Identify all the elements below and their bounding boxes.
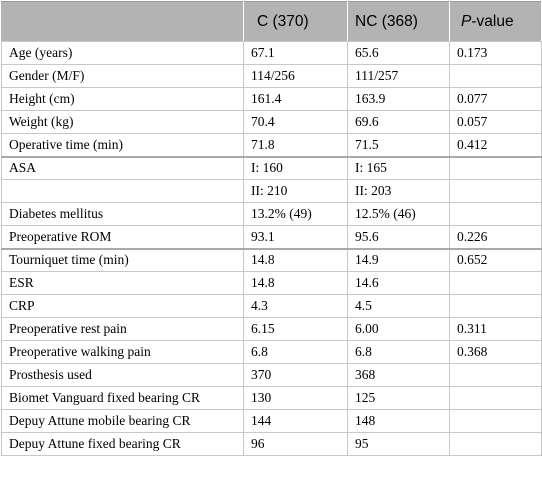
row-p-value xyxy=(450,65,542,88)
row-c-value: II: 210 xyxy=(244,180,348,203)
row-c-value: 6.15 xyxy=(244,318,348,341)
row-p-value xyxy=(450,295,542,318)
row-label: Age (years) xyxy=(2,42,244,65)
row-label: Depuy Attune mobile bearing CR xyxy=(2,410,244,433)
row-label: Height (cm) xyxy=(2,88,244,111)
row-label: Tourniquet time (min) xyxy=(2,249,244,272)
table-row xyxy=(2,272,542,295)
row-nc-value: I: 165 xyxy=(348,157,450,180)
row-label: CRP xyxy=(2,295,244,318)
row-label xyxy=(2,180,244,203)
row-label: Preoperative rest pain xyxy=(2,318,244,341)
row-c-value: 14.8 xyxy=(244,249,348,272)
row-label: Diabetes mellitus xyxy=(2,203,244,226)
table-row xyxy=(2,226,542,249)
row-nc-value: 6.8 xyxy=(348,341,450,364)
row-c-value: 114/256 xyxy=(244,65,348,88)
table-row xyxy=(2,180,542,203)
table-header-row xyxy=(2,2,542,42)
row-nc-value: 163.9 xyxy=(348,88,450,111)
table-row xyxy=(2,410,542,433)
row-c-value: 13.2% (49) xyxy=(244,203,348,226)
row-c-value: 161.4 xyxy=(244,88,348,111)
row-p-value xyxy=(450,203,542,226)
table-row xyxy=(2,111,542,134)
table-row xyxy=(2,42,542,65)
table-row xyxy=(2,433,542,456)
table-row xyxy=(2,134,542,157)
row-c-value: 6.8 xyxy=(244,341,348,364)
row-p-value xyxy=(450,433,542,456)
table-row xyxy=(2,318,542,341)
header-label-cell xyxy=(2,2,244,42)
header-p-suffix: -value xyxy=(471,12,514,30)
row-nc-value: 14.9 xyxy=(348,249,450,272)
row-p-value xyxy=(450,272,542,295)
row-nc-value: 14.6 xyxy=(348,272,450,295)
table-row xyxy=(2,203,542,226)
header-p-italic: P xyxy=(461,12,472,30)
row-p-value: 0.412 xyxy=(450,134,542,157)
row-c-value: 67.1 xyxy=(244,42,348,65)
table-row xyxy=(2,295,542,318)
table-row xyxy=(2,341,542,364)
row-label: Depuy Attune fixed bearing CR xyxy=(2,433,244,456)
row-nc-value: 95 xyxy=(348,433,450,456)
row-p-value: 0.226 xyxy=(450,226,542,249)
row-nc-value: 71.5 xyxy=(348,134,450,157)
row-c-value: 144 xyxy=(244,410,348,433)
row-label: Prosthesis used xyxy=(2,364,244,387)
baseline-characteristics-table xyxy=(1,1,542,456)
row-p-value: 0.077 xyxy=(450,88,542,111)
row-label: ASA xyxy=(2,157,244,180)
row-c-value: 130 xyxy=(244,387,348,410)
row-c-value: 96 xyxy=(244,433,348,456)
row-c-value: 370 xyxy=(244,364,348,387)
row-nc-value: 69.6 xyxy=(348,111,450,134)
row-p-value: 0.652 xyxy=(450,249,542,272)
row-nc-value: 4.5 xyxy=(348,295,450,318)
row-c-value: 14.8 xyxy=(244,272,348,295)
row-label: Preoperative walking pain xyxy=(2,341,244,364)
row-label: Biomet Vanguard fixed bearing CR xyxy=(2,387,244,410)
row-label: Gender (M/F) xyxy=(2,65,244,88)
row-p-value xyxy=(450,157,542,180)
row-label: Preoperative ROM xyxy=(2,226,244,249)
row-nc-value: 111/257 xyxy=(348,65,450,88)
table-row xyxy=(2,65,542,88)
table-row xyxy=(2,157,542,180)
row-c-value: 4.3 xyxy=(244,295,348,318)
table-row xyxy=(2,249,542,272)
row-p-value: 0.057 xyxy=(450,111,542,134)
header-p-value xyxy=(450,2,542,42)
header-nc-group: NC (368) xyxy=(348,2,450,42)
row-nc-value: 125 xyxy=(348,387,450,410)
row-c-value: 71.8 xyxy=(244,134,348,157)
row-p-value xyxy=(450,410,542,433)
row-p-value xyxy=(450,364,542,387)
row-c-value: I: 160 xyxy=(244,157,348,180)
header-c-group: C (370) xyxy=(244,2,348,42)
row-label: ESR xyxy=(2,272,244,295)
table-row xyxy=(2,364,542,387)
row-c-value: 93.1 xyxy=(244,226,348,249)
row-p-value: 0.173 xyxy=(450,42,542,65)
row-label: Operative time (min) xyxy=(2,134,244,157)
row-nc-value: 65.6 xyxy=(348,42,450,65)
row-nc-value: 148 xyxy=(348,410,450,433)
row-nc-value: II: 203 xyxy=(348,180,450,203)
row-nc-value: 12.5% (46) xyxy=(348,203,450,226)
row-c-value: 70.4 xyxy=(244,111,348,134)
table-row xyxy=(2,88,542,111)
row-p-value xyxy=(450,387,542,410)
row-p-value: 0.311 xyxy=(450,318,542,341)
row-nc-value: 95.6 xyxy=(348,226,450,249)
row-nc-value: 368 xyxy=(348,364,450,387)
row-p-value xyxy=(450,180,542,203)
row-label: Weight (kg) xyxy=(2,111,244,134)
row-p-value: 0.368 xyxy=(450,341,542,364)
row-nc-value: 6.00 xyxy=(348,318,450,341)
table-row xyxy=(2,387,542,410)
